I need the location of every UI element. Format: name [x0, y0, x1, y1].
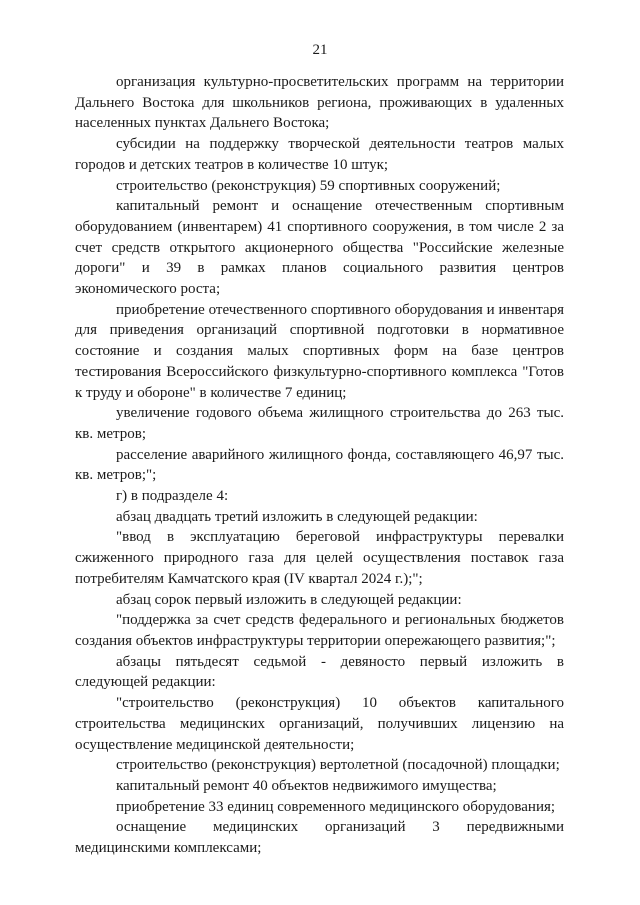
paragraph: расселение аварийного жилищного фонда, составляющего 46,97 тыс. кв. метров;";: [75, 446, 564, 484]
paragraph: увеличение годового объема жилищного строительства до 263 тыс. кв. метров;: [75, 405, 564, 442]
paragraph: абзацы пятьдесят седьмой - девяносто первый изложить в следующей редакции:: [75, 653, 564, 691]
paragraph: организация культурно-просветительских программ на территории Дальнего Востока для школьников региона, проживающих в удаленных населенных пунктах Дальнего Востока;: [75, 74, 564, 132]
paragraph: абзац двадцать третий изложить в следующей редакции:: [116, 508, 478, 525]
paragraph: "строительство (реконструкция) 10 объектов капитального строительства медицинских организаций, получивших лицензию на осуществление медицинской деятельности;: [75, 695, 564, 753]
paragraph: капитальный ремонт и оснащение отечественным спортивным оборудованием (инвентарем) 41 спортивного сооружения, в том числе 2 за счет средств открытого акционерного общества "Российские железные дороги" и 39 в рамках планов социального развития центров экономического роста;: [75, 198, 564, 298]
paragraph: приобретение 33 единиц современного медицинского оборудования;: [116, 798, 556, 815]
paragraph: "ввод в эксплуатацию береговой инфраструктуры перевалки сжиженного природного газа для целей осуществления поставок газа потребителям Камчатского края (IV квартал 2024 г.);";: [75, 529, 564, 587]
paragraph: строительство (реконструкция) вертолетной (посадочной) площадки;: [116, 757, 560, 774]
paragraph: абзац сорок первый изложить в следующей редакции:: [116, 591, 462, 608]
paragraph: г) в подразделе 4:: [116, 488, 229, 505]
paragraph: оснащение медицинских организаций 3 передвижными медицинскими комплексами;: [75, 819, 564, 857]
paragraph: капитальный ремонт 40 объектов недвижимого имущества;: [116, 777, 497, 794]
document-body: [75, 72, 564, 859]
paragraph: субсидии на поддержку творческой деятельности театров малых городов и детских театров в количестве 10 штук;: [75, 136, 564, 173]
paragraph: строительство (реконструкция) 59 спортивных сооружений;: [116, 177, 501, 194]
paragraph: приобретение отечественного спортивного оборудования и инвентаря для приведения организаций спортивной подготовки в нормативное состояние и создания малых спортивных форм на базе центров тестирования Всероссийского физкультурно-спортивного комплекса "Готов к труду и обороне" в количестве 7 единиц;: [75, 301, 564, 401]
paragraph: "поддержка за счет средств федерального и региональных бюджетов создания объектов инфраструктуры территории опережающего развития;";: [75, 612, 564, 649]
page-number: 21: [312, 42, 328, 58]
